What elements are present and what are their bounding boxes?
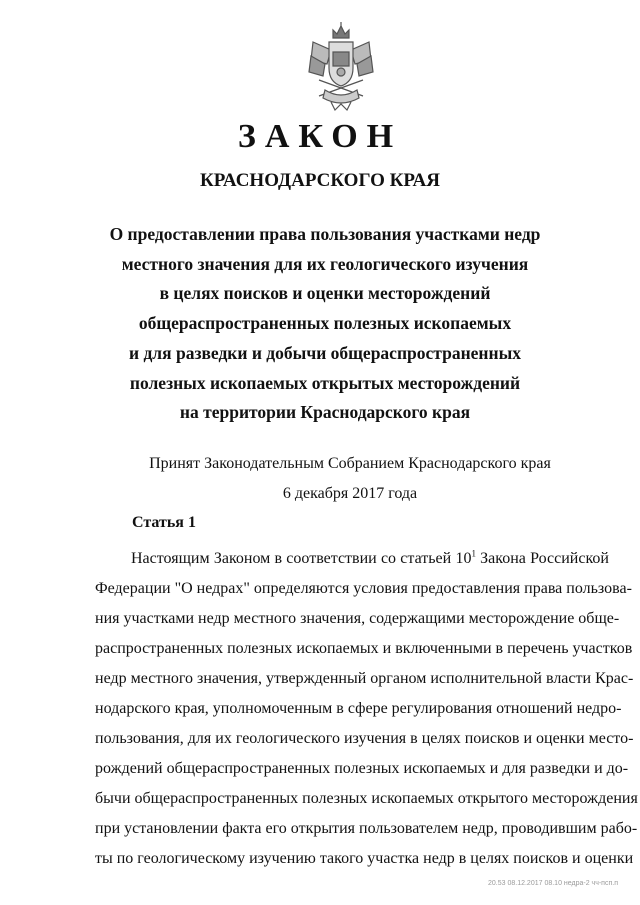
article-heading: Статья 1 bbox=[132, 514, 196, 531]
law-subtitle: КРАСНОДАРСКОГО КРАЯ bbox=[199, 170, 441, 191]
article-line: нодарского края, уполномоченным в сфере регулирования отношений недро- bbox=[95, 700, 622, 717]
article-line: ния участками недр местного значения, содержащими месторождение обще- bbox=[95, 610, 620, 627]
article-line: бычи общераспространенных полезных ископаемых открытого месторождения bbox=[95, 790, 638, 807]
article-body bbox=[95, 544, 638, 874]
law-name-line: местного значения для их геологического изучения bbox=[121, 253, 529, 274]
law-name bbox=[100, 220, 550, 428]
coat-of-arms-emblem-icon bbox=[305, 20, 377, 112]
article-line: пользования, для их геологического изучения в целях поисков и оценки место- bbox=[95, 730, 634, 747]
article-line-start: Настоящим Законом в соответствии со статьей 10 bbox=[131, 550, 472, 567]
law-name-line: полезных ископаемых открытых месторождений bbox=[129, 372, 521, 393]
law-name-line: и для разведки и добычи общераспространенных bbox=[128, 342, 521, 363]
article-line: рождений общераспространенных полезных ископаемых и для разведки и до- bbox=[95, 760, 629, 777]
article-line bbox=[95, 544, 609, 574]
law-name-line: общераспространенных полезных ископаемых bbox=[138, 313, 512, 334]
adoption-date: 6 декабря 2017 года bbox=[282, 485, 418, 502]
article-line: распространенных полезных ископаемых и включенными в перечень участков bbox=[95, 640, 633, 657]
article-line: ты по геологическому изучению такого участка недр в целях поисков и оценки bbox=[95, 850, 634, 867]
article-line: недр местного значения, утвержденный органом исполнительной власти Крас- bbox=[95, 670, 634, 687]
superscript-index: 1 bbox=[471, 548, 476, 559]
law-name-line: на территории Краснодарского края bbox=[179, 402, 471, 423]
article-line-end: Закона Российской bbox=[475, 550, 609, 567]
article-line: Федерации "О недрах" определяются условия предоставления права пользова- bbox=[95, 580, 632, 597]
adoption-line: Принят Законодательным Собранием Краснодарского края bbox=[149, 455, 551, 472]
law-name-line: в целях поисков и оценки месторождений bbox=[159, 283, 491, 304]
law-name-line: О предоставлении права пользования участками недр bbox=[109, 224, 541, 244]
article-line: при установлении факта его открытия пользователем недр, проводившим рабо- bbox=[95, 820, 638, 837]
scan-mark: 20.53 08.12.2017 08.10 недра-2 чч-псп.п bbox=[488, 880, 618, 887]
adoption-info bbox=[0, 449, 640, 509]
law-title: ЗАКОН bbox=[237, 118, 403, 155]
